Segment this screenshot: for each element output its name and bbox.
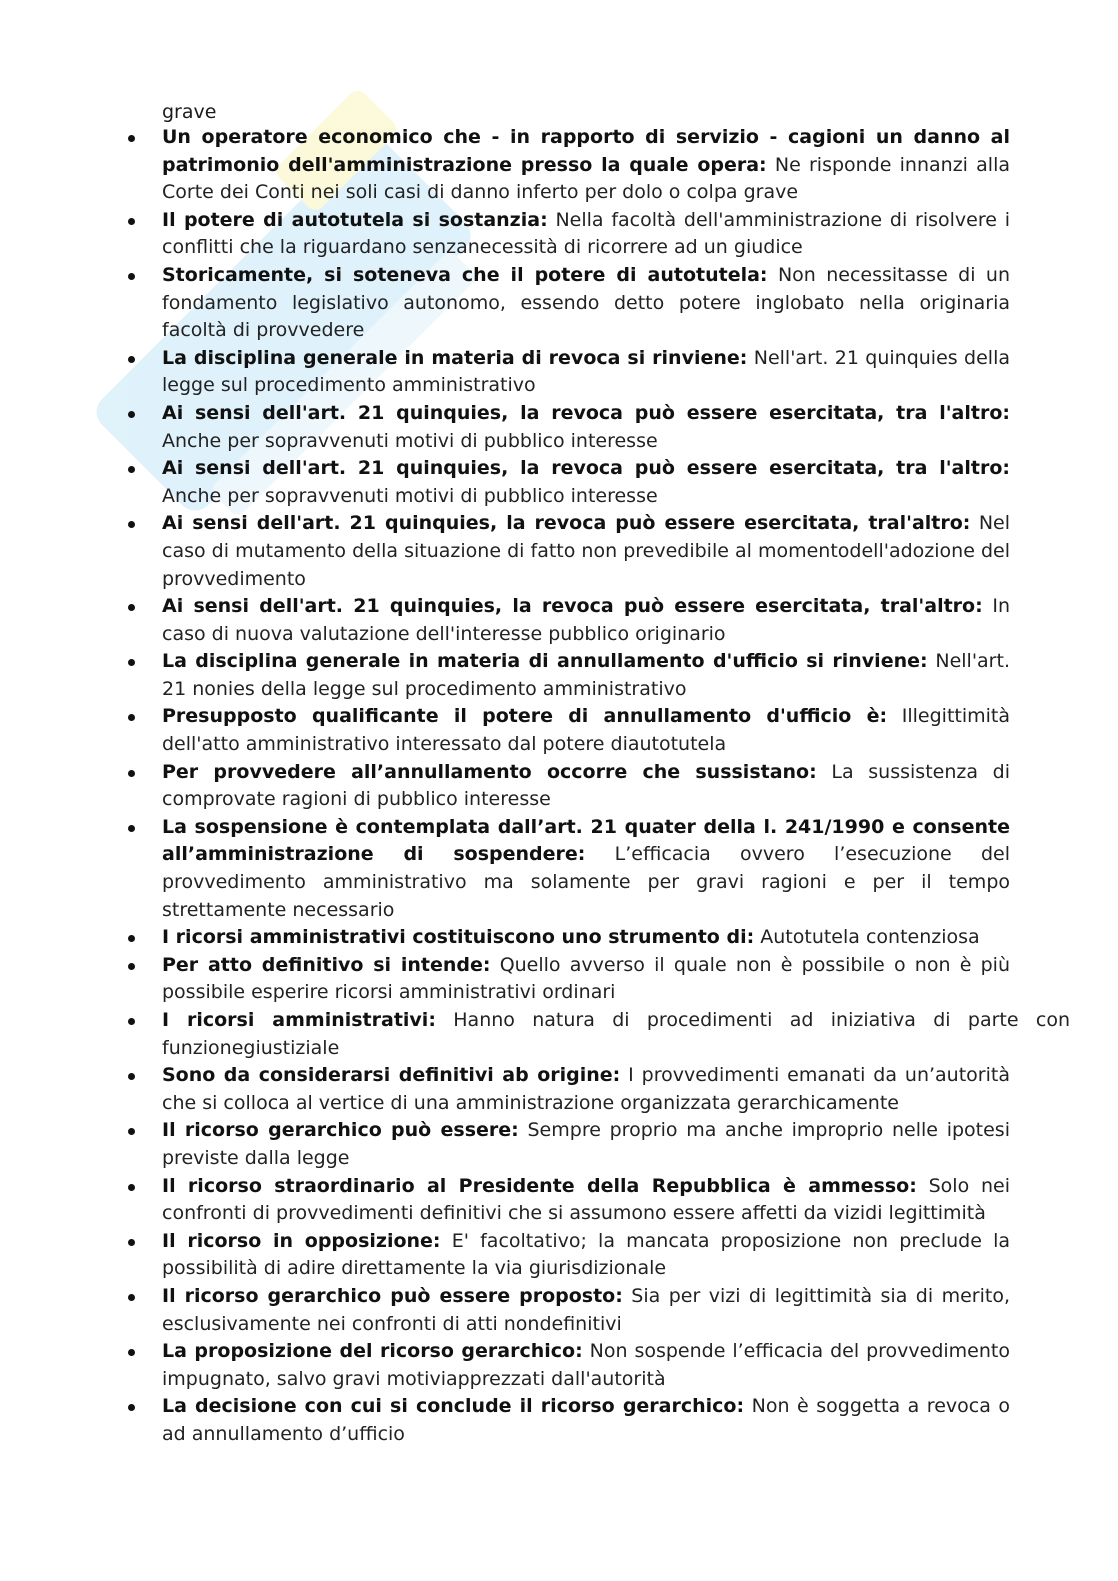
- question-text: La sospensione è contemplata dall’art. 21 quater della l. 241/1990 e consente all’amministrazione di sospendere:: [162, 815, 1010, 866]
- answer-text: Nell'art. 21 nonies della legge sul procedimento amministrativo: [162, 650, 1010, 700]
- list-item: [162, 1007, 1070, 1062]
- question-text: Per atto definitivo si intende:: [162, 953, 491, 976]
- question-text: Ai sensi dell'art. 21 quinquies, la revoca può essere esercitata, tra l'altro:: [162, 401, 1010, 424]
- answer-text: Quello avverso il quale non è possibile o non è più possibile esperire ricorsi amministrativi ordinari: [162, 953, 1011, 1004]
- list-item: [162, 703, 1010, 758]
- list-item: [162, 262, 1010, 345]
- question-text: Ai sensi dell'art. 21 quinquies, la revoca può essere esercitata, tra l'altro:: [162, 457, 1010, 480]
- question-text: Il ricorso in opposizione:: [162, 1229, 441, 1252]
- answer-text: La sussistenza di comprovate ragioni di pubblico interesse: [162, 760, 1010, 811]
- list-item: [162, 1283, 1010, 1338]
- answer-text: Non sospende l’efficacia del provvedimento impugnato, salvo gravi motiviapprezzati dall'autorità: [162, 1340, 1010, 1390]
- answer-text: I provvedimenti emanati da un’autorità che si colloca al vertice di una amministrazione organizzata gerarchicamente: [162, 1064, 1010, 1114]
- question-text: La decisione con cui si conclude il ricorso gerarchico:: [162, 1395, 745, 1418]
- answer-text: Sia per vizi di legittimità sia di merito, esclusivamente nei confronti di atti nondefinitivi: [162, 1284, 1010, 1335]
- answer-text: Illegittimità dell'atto amministrativo interessato dal potere diautotutela: [162, 705, 1010, 756]
- answer-text: Hanno natura di procedimenti ad iniziativa di parte con funzionegiustiziale: [162, 1009, 1070, 1059]
- answer-text: Nell'art. 21 quinquies della legge sul procedimento amministrativo: [162, 346, 1010, 397]
- answer-text: Ne risponde innanzi alla Corte dei Conti nei soli casi di danno inferto per dolo o colpa grave: [162, 153, 1010, 204]
- question-text: Il ricorso straordinario al Presidente della Repubblica è ammesso:: [162, 1174, 917, 1197]
- question-text: Ai sensi dell'art. 21 quinquies, la revoca può essere esercitata, tral'altro:: [162, 512, 971, 535]
- list-item: [162, 1393, 1010, 1448]
- question-text: Presupposto qualificante il potere di annullamento d'ufficio è:: [162, 705, 888, 728]
- question-text: Per provvedere all’annullamento occorre che sussistano:: [162, 760, 817, 783]
- question-text: La proposizione del ricorso gerarchico:: [162, 1340, 583, 1363]
- list-item: [162, 593, 1010, 648]
- question-text: Il potere di autotutela si sostanzia:: [162, 208, 548, 231]
- question-text: I ricorsi amministrativi costituiscono uno strumento di:: [162, 926, 755, 949]
- answer-text: Sempre proprio ma anche improprio nelle ipotesi previste dalla legge: [162, 1119, 1010, 1169]
- answer-text: E' facoltativo; la mancata proposizione non preclude la possibilità di adire direttamente la via giurisdizionale: [162, 1229, 1011, 1280]
- list-item: [162, 400, 1010, 455]
- list-item: [162, 1338, 1010, 1393]
- list-item: [162, 1062, 1010, 1117]
- list-item: [162, 924, 1070, 952]
- list-item: [162, 1117, 1010, 1172]
- question-text: Ai sensi dell'art. 21 quinquies, la revoca può essere esercitata, tral'altro:: [162, 595, 983, 618]
- answer-text: Nella facoltà dell'amministrazione di risolvere i conflitti che la riguardano senzanecessità di ricorrere ad un giudice: [162, 208, 1010, 259]
- answer-text: Non necessitasse di un fondamento legislativo autonomo, essendo detto potere inglobato nella originaria facoltà di provvedere: [162, 263, 1011, 342]
- answer-text: In caso di nuova valutazione dell'interesse pubblico originario: [162, 595, 1010, 645]
- answer-text: L’efficacia ovvero l’esecuzione del provvedimento amministrativo ma solamente per gravi ragioni e per il tempo strettamente necessario: [162, 843, 1010, 921]
- list-item: [162, 1173, 1010, 1228]
- answer-text: Solo nei confronti di provvedimenti definitivi che si assumono essere affetti da vizidi legittimità: [162, 1174, 1010, 1225]
- answer-text: Anche per sopravvenuti motivi di pubblico interesse: [162, 429, 658, 452]
- list-item: [162, 510, 1010, 593]
- answer-text: Anche per sopravvenuti motivi di pubblico interesse: [162, 484, 658, 507]
- list-item: [162, 207, 1010, 262]
- list-item: [162, 345, 1010, 400]
- question-text: Un operatore economico che - in rapporto di servizio - cagioni un danno al patrimonio dell'amministrazione presso la quale opera:: [162, 126, 1010, 176]
- question-answer-list: [162, 124, 1070, 1449]
- question-text: I ricorsi amministrativi:: [162, 1009, 436, 1031]
- list-item: [162, 952, 1010, 1007]
- list-item: [162, 648, 1010, 703]
- list-item: [162, 124, 1010, 207]
- question-text: La disciplina generale in materia di annullamento d'ufficio si rinviene:: [162, 650, 928, 673]
- question-text: Sono da considerarsi definitivi ab origine:: [162, 1064, 621, 1087]
- question-text: Il ricorso gerarchico può essere:: [162, 1119, 519, 1142]
- answer-text: Nel caso di mutamento della situazione di fatto non prevedibile al momentodell'adozione del provvedimento: [162, 512, 1010, 590]
- list-item: [162, 759, 1010, 814]
- question-text: Storicamente, si soteneva che il potere di autotutela:: [162, 263, 768, 286]
- question-text: Il ricorso gerarchico può essere proposto:: [162, 1284, 623, 1307]
- list-item: [162, 1228, 1010, 1283]
- answer-text: Non è soggetta a revoca o ad annullamento d’ufficio: [162, 1395, 1010, 1445]
- list-item: [162, 814, 1010, 924]
- list-item: [162, 455, 1010, 510]
- question-text: La disciplina generale in materia di revoca si rinviene:: [162, 346, 748, 369]
- answer-text: Autotutela contenziosa: [760, 926, 980, 949]
- continued-fragment: grave: [162, 101, 217, 123]
